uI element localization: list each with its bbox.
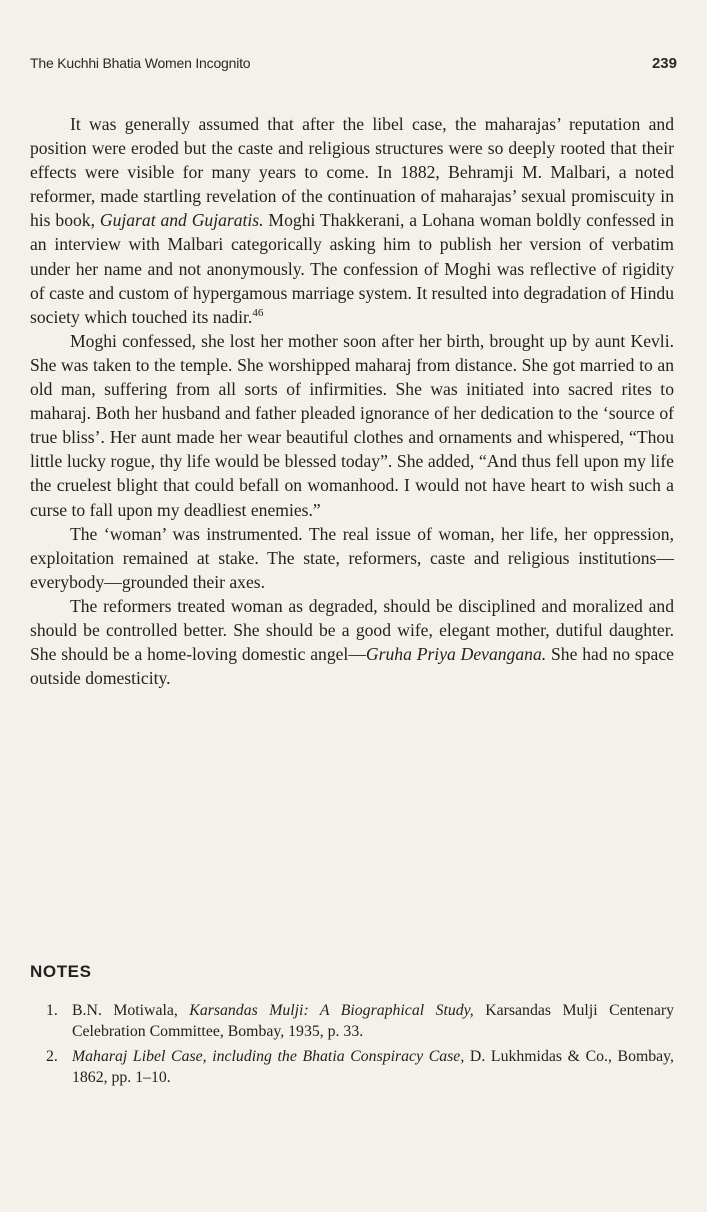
body-text (30, 112, 674, 690)
note-title: Maharaj Libel Case, including the Bhatia Conspiracy Case, (72, 1048, 465, 1065)
book-title: Gujarat and Gujaratis. (99, 210, 264, 231)
paragraph: The ‘woman’ was instrumented. The real issue of woman, her life, her oppression, exploitation remained at stake. The state, reformers, caste and religious institutions—everybody—grounded their axes. (30, 523, 674, 592)
note-item (30, 1046, 674, 1088)
paragraph: Moghi confessed, she lost her mother soon after her birth, brought up by aunt Kevli. She was taken to the temple. She worshipped maharaj from distance. She got married to an old man, suffering from all sorts of infirmities. She was initiated into sacred rites to maharaj. Both her husband and father pleaded ignorance of her dedication to the ‘source of true bliss’. Her aunt made her wear beautiful clothes and ornaments and whispered, “Thou little lucky rogue, thy life would be blessed today”. She added, “And thus fell upon my life the cruelest blight that could befall on womanhood. I would not have heart to wish such a curse to fall upon my deadliest enemies.” (30, 330, 674, 520)
italic-term: Gruha Priya Devangana. (365, 644, 547, 665)
note-item (30, 1000, 674, 1042)
note-title: Karsandas Mulji: A Biographical Study, (189, 1002, 474, 1019)
text-run: The reformers treated woman as degraded, should be disciplined and moralized and should be controlled better. She should be a good wife, elegant mother, dutiful daughter. She should be a home-loving domestic angel— (30, 595, 674, 665)
paragraph (30, 112, 674, 329)
note-text: D. Lukhmidas & Co., Bombay, 1862, pp. 1–10. (72, 1048, 675, 1086)
note-text: Karsandas Mulji Centenary Celebration Committee, Bombay, 1935, p. 33. (72, 1002, 674, 1040)
notes-list (30, 1000, 674, 1092)
page-number: 239 (651, 55, 677, 72)
running-title: The Kuchhi Bhatia Women Incognito (30, 55, 251, 71)
text-run: It was generally assumed that after the libel case, the maharajas’ reputation and position were eroded but the caste and religious structures were so deeply rooted that their effects were visible for many years to come. In 1882, Behramji M. Malbari, a noted reformer, made startling revelation of the continuation of maharajas’ sexual promiscuity in his book, (30, 114, 674, 231)
text-run: She had no space outside domesticity. (30, 644, 674, 689)
note-number: 1. (46, 1002, 58, 1019)
note-number: 2. (46, 1048, 58, 1065)
footnote-reference: 46 (252, 306, 264, 319)
note-text: B.N. Motiwala, (72, 1002, 190, 1019)
running-header (30, 55, 677, 72)
notes-heading: NOTES (30, 962, 92, 981)
paragraph (30, 594, 674, 690)
text-run: Moghi Thakkerani, a Lohana woman boldly confessed in an interview with Malbari categorically asking him to publish her version of verbatim under her name and not anonymously. The confession of Moghi was reflective of rigidity of caste and custom of hypergamous marriage system. It resulted into degradation of Hindu society which touched its nadir. (30, 210, 674, 327)
